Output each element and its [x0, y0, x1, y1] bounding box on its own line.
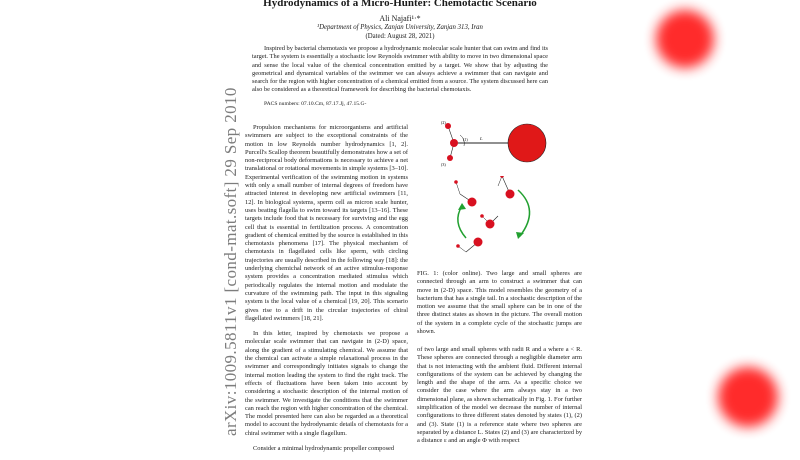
- state-3-label: (3): [441, 162, 446, 167]
- swimmer-schematic: [440, 116, 552, 168]
- figure-caption: FIG. 1: (color online). Two large and small spheres are connected through an arm to construct a swimmer that can move in (2-D) space. This model resembles the geometry of a bacterium that has a single tail. In a stochastic description of the motion we assume that the small sphere can be in one of the three distinct states as shown in the picture. The overall motion of the system in a complete cycle of the stochastic jumps are shown.: [417, 270, 582, 336]
- arrowhead-icon: [516, 232, 524, 239]
- abstract: Inspired by bacterial chemotaxis we propose a hydrodynamic molecular scale hunter that can swim and find its target. The system is essentially a stochastic low Reynolds swimmer with ability to move in two dimensional space and sense the local value of the chemical concentration emitted by a target. We show that by adjusting the geometrical and dynamical variables of the swimmer we can always achieve a swimmer that can navigate and search for the region with higher concentration of a chemical emitted from a source. The system discussed here can also be considered as a theoretical framework for describing the bacterial chemotaxis.: [252, 45, 548, 94]
- large-sphere: [508, 124, 546, 162]
- cycle-swimmer-top-left: [454, 180, 476, 206]
- large-sphere: [486, 220, 495, 229]
- small-sphere-state-3: [447, 155, 453, 161]
- body-paragraph: In this letter, inspired by chemotaxis we propose a molecular scale swimmer that can navigate in (2-D) space, along the gradient of a stimulating chemical. We assume that the chemical can activate a simple relaxational process in the swimmer and correspondingly initiates signals to change the internal motion leading the system to find the right track. The effects of fluctuations have been taken into account by considering a stochastic description of the internal motion of the swimmer. We investigate the conditions that the swimmer can reach the region with higher concentration of the chemical. The model presented here can also be regarded as a theoretical model to account the hydrodynamic details of chemotaxis for a chiral swimmer with a single flagellum.: [245, 330, 408, 437]
- small-sphere-state-1: [450, 139, 458, 147]
- paper-affiliation: ¹Department of Physics, Zanjan University, Zanjan 313, Iran: [317, 24, 483, 31]
- paper-authors: Ali Najafi¹·*: [379, 14, 421, 23]
- large-sphere: [506, 190, 515, 199]
- small-sphere: [480, 214, 484, 218]
- stochastic-cycle-figure: [448, 176, 560, 266]
- body-paragraph: Consider a minimal hydrodynamic propeller composed: [253, 444, 395, 452]
- body-paragraph: Propulsion mechanisms for microorganisms and artificial swimmers are subject to the exceptional constraints of the motion in low Reynolds number hydrodynamics [1, 2]. Purcell's Scallop theorem beautifully demonstrates how a set of non-reciprocal body deformations is necessary to achieve a net translational or rotational movements in simple systems [3–10]. Experimental verification of the swimming motion in systems with only a small number of internal degrees of freedom have attracted interest in developing new artificial swimmers [11, 12]. In biological systems, sperm cell as micron scale hunter, uses beating flagella to swim toward its targets [13–16]. These targets include food that is necessary for surviving and the egg cell that is essential in fertilization process. A concentration gradient of chemical emitted by the source is established in this chemotaxis phenomena [17]. The physical mechanism of chemotaxis in flagellated cells like sperm, with circling trajectories are usually described in the following way [18]: the underlying chemichal network of an active stimulus-response system provides a concentration mediated stimulus which periodically regulates the internal motion and modulate the curvature of the swimming path. The input in this signaling system is the local value of a chemical [19, 20]. This scenario gives rise to a drift in the circular trajectories of chiral flagellated swimmers [18, 21].: [245, 124, 408, 322]
- small-sphere: [454, 180, 458, 184]
- length-label: L: [480, 136, 483, 141]
- swimmer-arm: [456, 182, 460, 194]
- pacs-numbers: PACS numbers: 07.10.Cm, 87.17.Jj, 47.15.G-: [264, 101, 367, 107]
- cycle-arrow-right: [518, 190, 530, 236]
- right-column-body: of two large and small spheres with radii R and a where a < R. These spheres are connected through a negligible diameter arm that is not interacting with the ambient fluid. Different internal configurations of the system can be achieved by changing the length and the shape of the arm. As a specific choice we consider the case where the arm always stay in a two dimensional plane, as shown schematically in Fig. 1. For further simplification of the model we decrease the number of internal configurations to three different states denoted by states (1), (2) and (3). State (1) is a reference state where two spheres are separated by a distance L. States (2) and (3) are characterized by a distance ε and an angle Φ with respect: [417, 346, 583, 445]
- arrowhead-icon: [458, 203, 466, 210]
- small-sphere: [500, 176, 504, 178]
- small-sphere-state-2: [445, 123, 451, 129]
- red-blur-blob-top: [656, 10, 714, 68]
- cycle-swimmer-bottom: [456, 238, 482, 253]
- large-sphere: [468, 198, 477, 207]
- cycle-swimmer-top-right: [498, 176, 515, 199]
- paper-date: (Dated: August 28, 2021): [365, 33, 435, 40]
- paper-title: Hydrodynamics of a Micro-Hunter: Chemotactic Scenario: [263, 0, 537, 9]
- small-sphere: [456, 244, 460, 248]
- cycle-arrow-left: [458, 206, 466, 238]
- large-sphere: [474, 238, 483, 247]
- state-2-label: (2): [441, 120, 446, 125]
- state-1-label: (1): [463, 137, 468, 142]
- left-column: [245, 124, 408, 460]
- red-blur-blob-bottom: [718, 367, 778, 427]
- arxiv-identifier: arXiv:1009.5811v1 [cond-mat.soft] 29 Sep 2010: [221, 87, 240, 436]
- cycle-swimmer-middle: [480, 214, 498, 228]
